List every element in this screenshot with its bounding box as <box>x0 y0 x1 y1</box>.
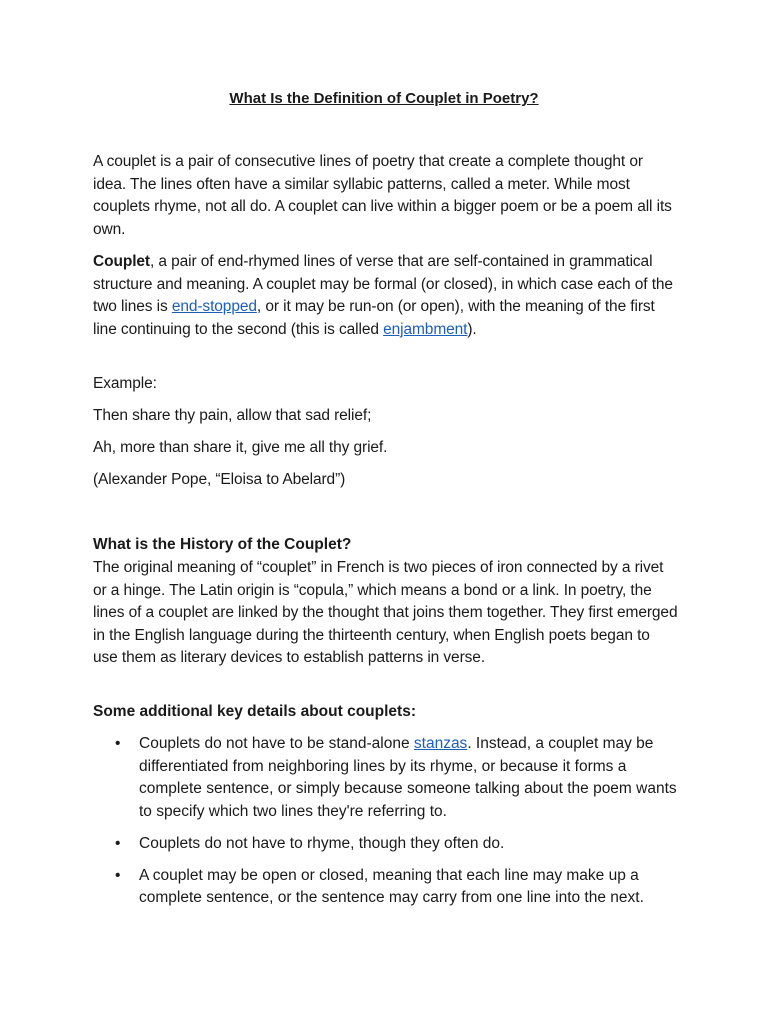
enjambment-link[interactable]: enjambment <box>383 320 468 338</box>
bullet-icon: • <box>115 866 121 884</box>
definition-paragraph <box>93 251 678 341</box>
definition-text-3: ). <box>467 320 477 338</box>
details-heading: Some additional key details about couplets: <box>93 703 416 720</box>
bullet-icon: • <box>115 834 121 852</box>
details-list <box>93 733 678 919</box>
intro-paragraph: A couplet is a pair of consecutive lines of poetry that create a complete thought or idea. The lines often have a similar syllabic patterns, called a meter. While most couplets rhyme, not all do. A couplet can live within a bigger poem or be a poem all its own. <box>93 153 672 238</box>
stanzas-link[interactable]: stanzas <box>413 735 468 752</box>
end-stopped-link[interactable]: end-stopped <box>171 298 257 315</box>
example-attribution: (Alexander Pope, “Eloisa to Abelard”) <box>93 471 346 488</box>
item-3-text: A couplet may be open or closed, meaning that each line may make up a complete sentence, or the sentence may carry from one line into the next. <box>139 866 644 906</box>
item-1-text-pre: Couplets do not have to be stand-alone <box>139 735 414 752</box>
definition-term: Couplet <box>93 253 150 270</box>
list-item <box>93 833 678 856</box>
history-heading: What is the History of the Couplet? <box>93 536 352 553</box>
example-line-2: Ah, more than share it, give me all thy grief. <box>93 439 388 456</box>
example-line-1: Then share thy pain, allow that sad relief; <box>93 407 372 424</box>
history-paragraph: The original meaning of “couplet” in French is two pieces of iron connected by a rivet or a hinge. The Latin origin is “copula,” which means a bond or a link. In poetry, the lines of a couplet are linked by the thought that joins them together. They first emerged in the English language during the thirteenth century, when English poets began to use them as literary devices to establish patterns in verse. <box>93 559 678 666</box>
bullet-icon: • <box>115 735 121 752</box>
definition-text-2: , or it may be run-on (or open), with the meaning of the first line continuing to the second (this is called <box>93 298 655 338</box>
item-2-text: Couplets do not have to rhyme, though they often do. <box>139 834 505 852</box>
item-1-text-post: . Instead, a couplet may be differentiated from neighboring lines by its rhyme, or because it forms a complete sentence, or simply because someone talking about the poem wants to specify which two lines they're referring to. <box>139 735 677 820</box>
definition-text-1: , a pair of end-rhymed lines of verse that are self-contained in grammatical structure and meaning. A couplet may be formal (or closed), in which case each of the two lines is <box>93 253 673 315</box>
list-item <box>93 865 678 910</box>
example-label: Example: <box>93 375 157 392</box>
page-title: What Is the Definition of Couplet in Poetry? <box>229 90 539 107</box>
list-item <box>93 733 678 823</box>
